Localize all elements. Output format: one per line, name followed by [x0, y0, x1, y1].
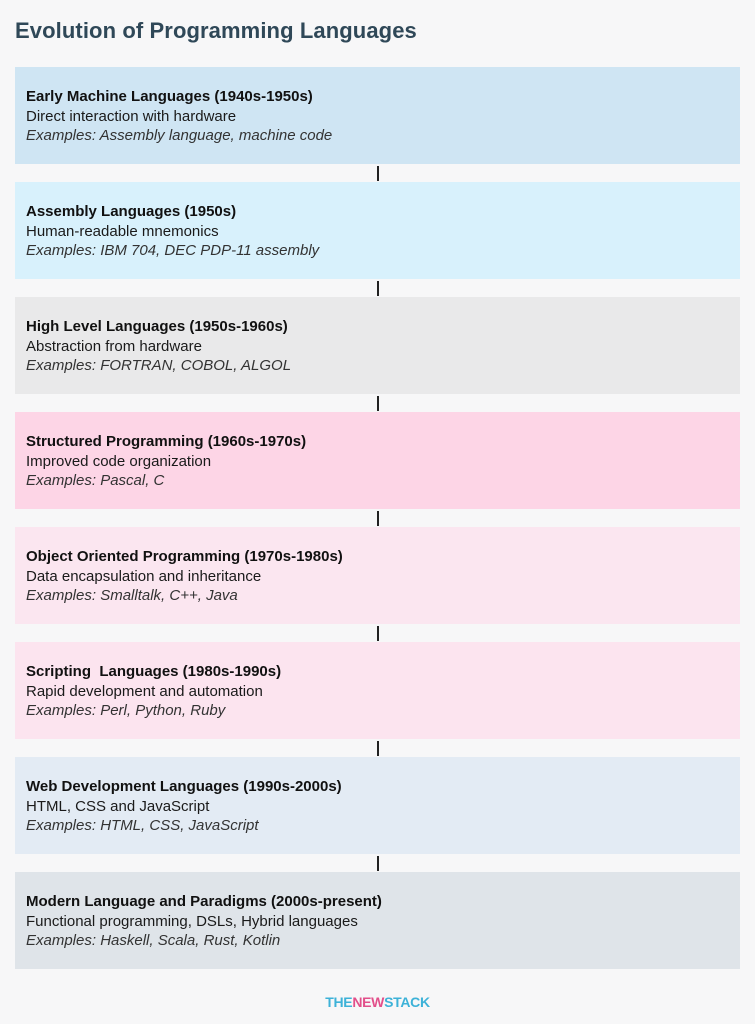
stage-heading: Web Development Languages (1990s-2000s): [26, 778, 342, 795]
stage-heading: Scripting Languages (1980s-1990s): [26, 663, 282, 680]
stage-examples: Examples: HTML, CSS, JavaScript: [26, 817, 259, 834]
stage-examples: Examples: Smalltalk, C++, Java: [26, 587, 238, 604]
stage-box-object-oriented: [15, 527, 740, 624]
stage-description: Functional programming, DSLs, Hybrid languages: [26, 913, 358, 930]
stage-box-web-development: [15, 757, 740, 854]
stage-heading: Modern Language and Paradigms (2000s-present): [26, 893, 382, 910]
connector-line: [377, 741, 379, 756]
stage-examples: Examples: Assembly language, machine code: [26, 127, 333, 144]
stage-heading: Structured Programming (1960s-1970s): [26, 433, 307, 450]
stage-description: Abstraction from hardware: [26, 338, 202, 355]
stage-heading: Assembly Languages (1950s): [26, 203, 237, 220]
stage-box-assembly: [15, 182, 740, 279]
stage-box-early-machine: [15, 67, 740, 164]
brand-logo-part: STACK: [384, 994, 430, 1010]
stage-heading: Early Machine Languages (1940s-1950s): [26, 88, 313, 105]
stage-description: Human-readable mnemonics: [26, 223, 219, 240]
stage-description: Direct interaction with hardware: [26, 108, 237, 125]
stage-box-modern: [15, 872, 740, 969]
connector-line: [377, 396, 379, 411]
stage-examples: Examples: Perl, Python, Ruby: [26, 702, 226, 719]
stage-description: Rapid development and automation: [26, 683, 263, 700]
connector-line: [377, 281, 379, 296]
stage-description: Improved code organization: [26, 453, 212, 470]
stage-heading: High Level Languages (1950s-1960s): [26, 318, 288, 335]
connector-line: [377, 856, 379, 871]
stage-description: HTML, CSS and JavaScript: [26, 798, 210, 815]
stage-box-high-level: [15, 297, 740, 394]
stage-examples: Examples: FORTRAN, COBOL, ALGOL: [26, 357, 292, 374]
connector-line: [377, 511, 379, 526]
stage-description: Data encapsulation and inheritance: [26, 568, 262, 585]
stage-box-structured: [15, 412, 740, 509]
stage-heading: Object Oriented Programming (1970s-1980s): [26, 548, 343, 565]
brand-logo: [0, 994, 755, 1010]
brand-logo-part: THE: [325, 994, 353, 1010]
stage-examples: Examples: Haskell, Scala, Rust, Kotlin: [26, 932, 281, 949]
stage-box-scripting: [15, 642, 740, 739]
page-title: Evolution of Programming Languages: [15, 18, 417, 43]
stage-examples: Examples: Pascal, C: [26, 472, 165, 489]
connector-line: [377, 166, 379, 181]
connector-line: [377, 626, 379, 641]
brand-logo-part: NEW: [352, 994, 385, 1010]
stage-examples: Examples: IBM 704, DEC PDP-11 assembly: [26, 242, 320, 259]
